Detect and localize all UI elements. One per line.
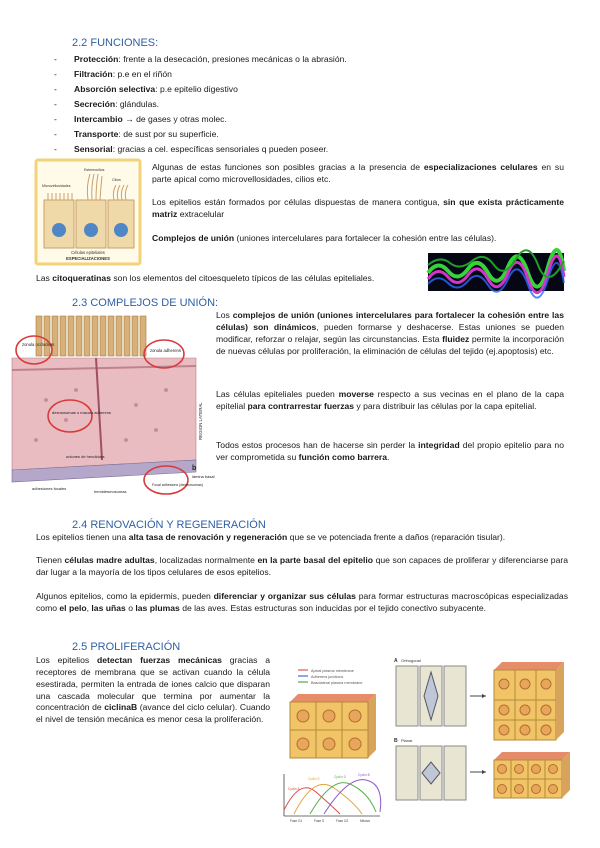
paragraph-integridad: Todos estos procesos han de hacerse sin perder la integridad del propio epitelio para no ver comprometida su función como barrera. (216, 440, 564, 462)
section-title-proliferacion: 2.5 PROLIFERACIÓN (72, 641, 181, 653)
list-item: - Intercambio → de gases y otras molec. (54, 112, 474, 127)
label-a: A (394, 658, 398, 664)
label-microvellosidades: Microvellosidades (42, 184, 71, 188)
label-adhesiones-focales: adhesiones focales (32, 486, 67, 491)
label-focal-adhesions: Focal adhesions (desmosomas) (152, 483, 203, 487)
paragraph-matriz: Los epitelios están formados por células dispuestas de manera contigua, sin que exista prácticamente matriz extracelular (152, 197, 564, 219)
label-cyclin-a: Cyclin A (288, 787, 300, 791)
label-b-planar: B (394, 738, 398, 744)
list-item: - Filtración: p.e en el riñón (54, 67, 474, 82)
functions-list (54, 52, 474, 157)
legend-basolateral: Basolateral plasma membrane (311, 681, 363, 685)
label-cilios: Cilios (112, 178, 121, 182)
section-title-complejos: 2.3 COMPLEJOS DE UNIÓN: (72, 297, 219, 309)
label-planar: Planar (401, 738, 413, 743)
label-zonula-occludens: zonula occludens (22, 342, 55, 347)
label-zonula-adherens: zonula adherens (150, 348, 181, 353)
label-region-apical: REGION APICAL (148, 322, 187, 328)
paragraph-especializaciones: Algunas de estas funciones son posibles gracias a la presencia de especializaciones celulares en su parte apical como microvellosidades, cilios etc. (152, 162, 564, 184)
label-desmosomas: desmosomas o macula adherens (52, 410, 111, 415)
label-orthogonal: Orthogonal (401, 658, 421, 663)
paragraph-diferenciar: Algunos epitelios, como la epidermis, pueden diferenciar y organizar sus células para formar estructuras macroscópicas especializadas como el pelo, las uñas o las plumas de las aves. Estas estructuras son inducidas por el tejido conectivo subyacente. (36, 591, 568, 613)
label-cyclin-d: Cyclin D (334, 775, 346, 779)
epithelial-block-left (290, 694, 376, 758)
caption-line-1: Células epiteliales (71, 250, 105, 255)
legend-adherens: Adherens junctions (311, 675, 344, 679)
epithelial-specializations-figure (36, 160, 140, 264)
label-cyclin-e: Cyclin E (308, 777, 320, 781)
label-hemidesmosomas: hemidesmosomas (94, 489, 127, 494)
label-mitosis: Mitosis (360, 819, 370, 823)
cyclin-graph (284, 773, 381, 823)
paragraph-citoqueratinas: Las citoqueratinas son los elementos del citoesqueleto típicos de las células epiteliales. (36, 273, 375, 283)
label-lamina-basal: lámina basal (192, 474, 215, 479)
label-estereocilios: Estereocilios (84, 168, 105, 172)
caption-line-2: ESPECIALIZACIONES (66, 256, 110, 261)
epithelial-block-orthogonal (494, 662, 564, 740)
label-uniones-hendidura: uniones de hendidura (66, 454, 105, 459)
section-title-funciones: 2.2 FUNCIONES: (72, 37, 159, 49)
fluorescence-micrograph (428, 253, 564, 291)
list-item: - Protección: frente a la desecación, presiones mecánicas o la abrasión. (54, 52, 474, 67)
proliferation-figure (280, 652, 576, 824)
label-fase-g2: Fase G2 (336, 819, 349, 823)
list-item: - Secreción: glándulas. (54, 97, 474, 112)
legend-apical: Apical plasma membrane (311, 669, 354, 673)
junction-complex-figure (6, 310, 215, 498)
label-fase-s: Fase S (314, 819, 325, 823)
paragraph-dinamicos: Los complejos de unión (uniones intercelulares para fortalecer la cohesión entre las células) son dinámicos, pueden formarse y deshacerse. Estas uniones se pueden modificar, reforzar o relajar, según las circunstancias. Esta fluidez permite la incorporación de nuevas células por proliferación, la eliminación de células del tejido (ej.apoptosis) etc. (216, 310, 564, 356)
paragraph-moverse: Las células epiteliales pueden moverse respecto a sus vecinas en el plano de la capa epitelial para contrarrestar fuerzas y para distribuir las células por la capa epitelial. (216, 389, 564, 411)
paragraph-celulas-madre: Tienen células madre adultas, localizadas normalmente en la parte basal del epitelio que son capaces de proliferar y diferenciarse para dar lugar a la mayoría de los tipos celulares de esos epitelios. (36, 555, 568, 577)
label-b: b (192, 465, 197, 472)
epithelial-block-planar (494, 752, 570, 798)
section-title-renovacion: 2.4 RENOVACIÓN Y REGENERACIÓN (72, 519, 266, 531)
paragraph-complejos: Complejos de unión (uniones intercelulares para fortalecer la cohesión entre las células). (152, 233, 497, 243)
label-cyclin-b: Cyclin B (358, 773, 370, 777)
paragraph-renovacion: Los epitelios tienen una alta tasa de renovación y regeneración que se ve potenciada frente a daños (reparación tisular). (36, 532, 506, 542)
paragraph-proliferacion: Los epitelios detectan fuerzas mecánicas gracias a receptores de membrana que se activan cuando la célula esestirada, permiten la entrada de iones calcio que disparan una cascada molecular que termina por aumentar la concentración de ciclinaB (avance del ciclo celular). Cuando el nivel de tensión mecánica es menor cesa la proliferación. (36, 655, 271, 725)
label-region-lateral: REGION LATERAL (198, 402, 203, 440)
label-fase-g1: Fase G1 (290, 819, 303, 823)
list-item: - Transporte: de sust por su superficie. (54, 127, 474, 142)
list-item: - Sensorial: gracias a cel. específicas sensoriales q pueden poseer. (54, 142, 474, 157)
list-item: - Absorción selectiva: p.e epitelio digestivo (54, 82, 474, 97)
